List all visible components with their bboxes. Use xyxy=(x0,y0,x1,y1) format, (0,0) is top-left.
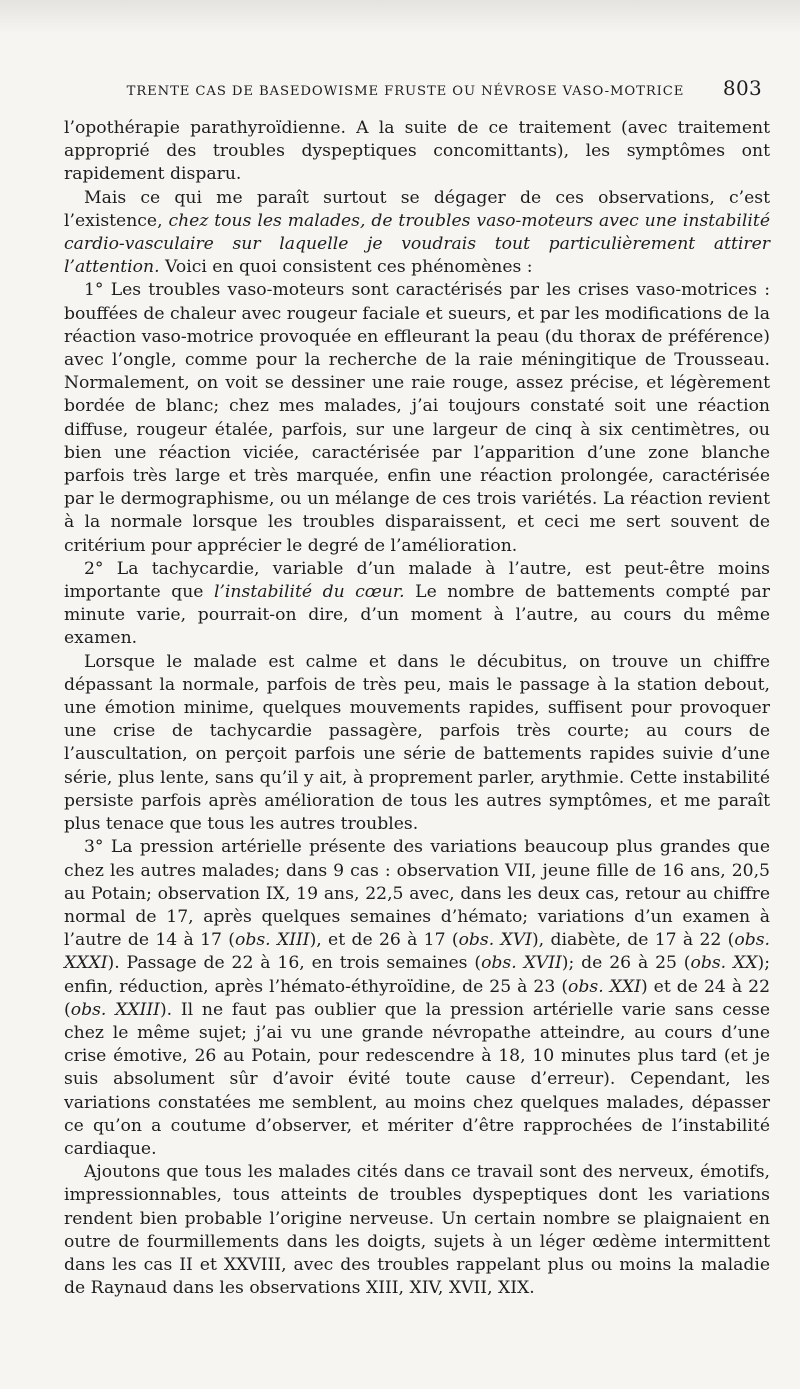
paragraph xyxy=(64,279,770,557)
running-title: TRENTE CAS DE BASEDOWISME FRUSTE OU NÉVROSE VASO-MOTRICE xyxy=(126,84,685,99)
text-run: 3° La pression artérielle présente des variations beaucoup plus grandes que chez les autres malades; dans 9 cas : observation VII, jeune fille de 16 ans, 20,5 au Potain; observation IX, 19 ans, 22,5 avec, dans les deux cas, retour au chiffre normal de 17, après quelques semaines d’hémato; variations d’un examen à l’autre de 14 à 17 ( xyxy=(64,837,770,951)
paragraph xyxy=(64,836,770,1161)
text-run: Lorsque le malade est calme et dans le décubitus, on trouve un chiffre dépassant la normale, parfois de très peu, mais le passage à la station debout, une émotion minime, quelques mouvements rapides, suffisent pour provoquer une crise de tachycardie passagère, parfois très courte; au cours de l’auscultation, on perçoit parfois une série de battements rapides suivie d’une série, plus lente, sans qu’il y ait, à proprement parler, arythmie. Cette instabilité persiste parfois après amélioration de tous les autres symptômes, et me paraît plus tenace que tous les autres troubles. xyxy=(64,651,770,835)
paragraph xyxy=(64,651,770,837)
text-run: ), et de 26 à 17 ( xyxy=(309,930,459,951)
text-run: l’opothérapie parathyroïdienne. A la suite de ce traitement (avec traitement approprié des troubles dyspeptiques concomittants), les symptômes ont rapidement disparu. xyxy=(64,118,770,185)
italic-text: obs. XIII xyxy=(235,930,310,951)
body-text xyxy=(64,117,770,1300)
paragraph xyxy=(64,187,770,280)
italic-text: obs. XVII xyxy=(481,953,562,974)
text-run: ), diabète, de 17 à 22 ( xyxy=(531,930,735,951)
paragraph xyxy=(64,117,770,187)
text-run: ) et de 24 à 22 ( xyxy=(64,976,771,1020)
text-run: ); de 26 à 25 ( xyxy=(561,953,691,974)
page-number: 803 xyxy=(722,76,762,100)
text-run: Ajoutons que tous les malades cités dans ce travail sont des nerveux, émotifs, impressionnables, tous atteints de troubles dyspeptiques dont les variations rendent bien probable l’origine nerveuse. Un certain nombre se plaignaient en outre de fourmillements dans les doigts, sujets à un léger œdème intermittent dans les cas II et XXVIII, avec des troubles rappelant plus ou moins la maladie de Raynaud dans les observations XIII, XIV, XVII, XIX. xyxy=(64,1162,770,1299)
text-run: Le nombre de battements compté par minute varie, pourrait-on dire, d’un moment à l’autre, au cours du même examen. xyxy=(64,582,770,649)
italic-text: chez tous les malades, de troubles vaso-moteurs avec une instabilité cardio-vasculaire sur laquelle je voudrais tout particulièrement attirer l’attention. xyxy=(64,210,770,278)
italic-text: l’instabilité du cœur. xyxy=(213,582,405,603)
scan-top-edge xyxy=(0,0,800,34)
text-run: ). Passage de 22 à 16, en trois semaines ( xyxy=(107,953,482,974)
italic-text: obs. XXIII xyxy=(70,999,160,1020)
page-header xyxy=(64,76,762,100)
text-run: ); enfin, réduction, après l’hémato-éthyroïdine, de 25 à 23 ( xyxy=(64,953,770,997)
paragraph xyxy=(64,558,770,651)
text-run: ). Il ne faut pas oublier que la pression artérielle varie sans cesse chez le même sujet; j’ai vu une grande névropathe atteindre, au cours d’une crise émotive, 26 au Potain, pour redescendre à 18, 10 minutes plus tard (et je suis absolument sûr d’avoir évité toute cause d’erreur). Cependant, les variations constatées me semblent, au moins chez quelques malades, dépasser ce qu’on a coutume d’observer, et mériter d’être rapprochées de l’instabilité cardiaque. xyxy=(64,999,771,1159)
text-run: Voici en quoi consistent ces phénomènes : xyxy=(159,257,533,278)
text-run: Mais ce qui me paraît surtout se dégager de ces observations, c’est l’existence, xyxy=(64,187,770,231)
italic-text: obs. XVI xyxy=(458,930,532,951)
italic-text: obs. XXXI xyxy=(64,930,770,974)
italic-text: obs. XX xyxy=(690,953,758,974)
paragraph xyxy=(64,1161,770,1300)
italic-text: obs. XXI xyxy=(568,976,641,997)
text-run: 2° La tachycardie, variable d’un malade à l’autre, est peut-être moins importante que xyxy=(64,558,770,603)
text-run: 1° Les troubles vaso-moteurs sont caractérisés par les crises vaso-motrices : bouffées de chaleur avec rougeur faciale et sueurs, et par les modifications de la réaction vaso-motrice provoquée en effleurant la peau (du thorax de préférence) avec l’ongle, comme pour la recherche de la raie méningitique de Trousseau. Normalement, on voit se dessiner une raie rouge, assez précise, et légèrement bordée de blanc; chez mes malades, j’ai toujours constaté soit une réaction diffuse, rougeur étalée, parfois, sur une largeur de cinq à six centimètres, ou bien une réaction viciée, caractérisée par l’apparition d’une zone blanche parfois très large et très marquée, enfin une réaction prolongée, caractérisée par le dermographisme, ou un mélange de ces trois variétés. La réaction revient à la normale lorsque les troubles disparaissent, et ceci me sert souvent de critérium pour apprécier le degré de l’amélioration. xyxy=(64,280,770,556)
